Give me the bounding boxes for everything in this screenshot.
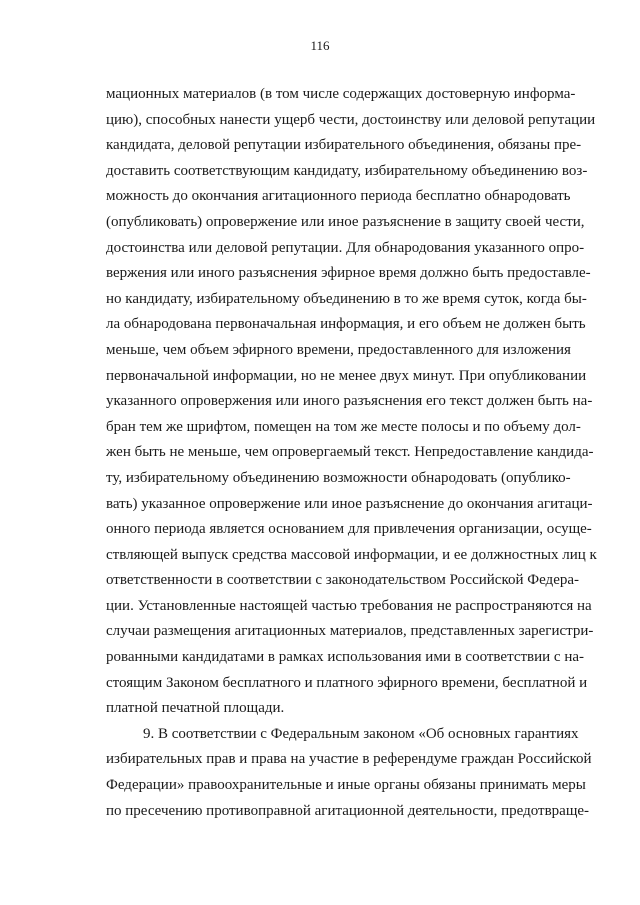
- text-line: меньше, чем объем эфирного времени, предоставленного для изложения: [106, 341, 571, 358]
- page-number: 116: [310, 38, 330, 53]
- text-line: первоначальной информации, но не менее двух минут. При опубликовании: [106, 367, 587, 384]
- text-line: онного периода является основанием для привлечения организации, осуще-: [106, 521, 592, 538]
- text-line: мационных материалов (в том числе содержащих достоверную информа-: [106, 86, 576, 102]
- text-line: бран тем же шрифтом, помещен на том же месте полосы и по объему дол-: [106, 418, 581, 435]
- text-line: рованными кандидатами в рамках использования ими в соответствии с на-: [106, 649, 585, 666]
- paragraph-continuation: [106, 82, 597, 722]
- paragraph-item-9: [106, 722, 592, 824]
- text-line: жен быть не меньше, чем опровергаемый текст. Непредоставление кандида-: [106, 444, 594, 461]
- text-line: вержения или иного разъяснения эфирное время должно быть предоставле-: [106, 265, 591, 282]
- text-line: платной печатной площади.: [106, 700, 285, 717]
- text-line: ответственности в соответствии с законодательством Российской Федера-: [106, 572, 579, 589]
- text-line: Федерации» правоохранительные и иные органы обязаны принимать меры: [106, 777, 586, 794]
- text-line: достоинства или деловой репутации. Для обнародования указанного опро-: [106, 239, 585, 256]
- text-line: ции. Установленные настоящей частью требования не распространяются на: [106, 597, 592, 614]
- text-line: стоящим Законом бесплатного и платного эфирного времени, бесплатной и: [106, 674, 588, 691]
- text-line: ла обнародована первоначальная информация, и его объем не должен быть: [106, 316, 586, 333]
- text-line: 9. В соответствии с Федеральным законом «Об основных гарантиях: [143, 725, 579, 742]
- text-line: избирательных прав и права на участие в референдуме граждан Российской: [106, 751, 592, 768]
- body-text: [106, 82, 597, 824]
- text-line: указанного опровержения или иного разъяснения его текст должен быть на-: [106, 393, 593, 410]
- text-line: вать) указанное опровержение или иное разъяснение до окончания агитаци-: [106, 495, 593, 512]
- text-line: случаи размещения агитационных материалов, представленных зарегистри-: [106, 623, 594, 640]
- text-line: цию), способных нанести ущерб чести, достоинству или деловой репутации: [106, 111, 596, 128]
- text-line: по пресечению противоправной агитационной деятельности, предотвраще-: [106, 802, 590, 819]
- text-line: (опубликовать) опровержение или иное разъяснение в защиту своей чести,: [106, 213, 585, 230]
- text-line: кандидата, деловой репутации избирательного объединения, обязаны пре-: [106, 137, 582, 154]
- text-line: ствляющей выпуск средства массовой информации, и ее должностных лиц к: [106, 546, 597, 563]
- text-line: можность до окончания агитационного периода бесплатно обнародовать: [106, 188, 571, 205]
- text-line: ту, избирательному объединению возможности обнародовать (опублико-: [106, 469, 571, 486]
- text-line: но кандидату, избирательному объединению в то же время суток, когда бы-: [106, 290, 587, 307]
- text-line: доставить соответствующим кандидату, избирательному объединению воз-: [106, 162, 588, 179]
